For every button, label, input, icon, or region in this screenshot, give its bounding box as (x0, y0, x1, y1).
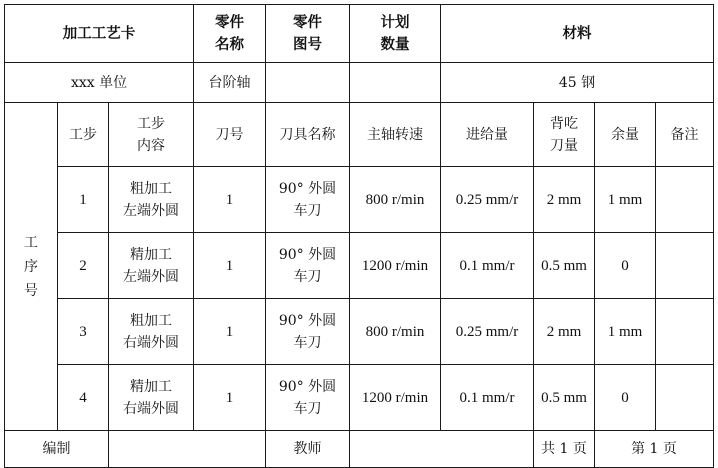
allowance-cell: 1 mm (595, 299, 656, 365)
compiled-value (109, 431, 266, 468)
spindle-speed-cell: 800 r/min (350, 299, 441, 365)
step-content-cell: 粗加工 左端外圆 (109, 167, 194, 233)
remark-cell (656, 167, 714, 233)
feed-cell: 0.1 mm/r (441, 233, 534, 299)
part-name-cell: 台阶轴 (194, 63, 266, 103)
remark-cell (656, 365, 714, 431)
tool-name-header: 刀具名称 (266, 103, 350, 167)
header-row (5, 5, 714, 63)
remark-cell (656, 299, 714, 365)
tool-name-cell: 90° 外圆 车刀 (266, 167, 350, 233)
remark-cell (656, 233, 714, 299)
step-cell: 4 (58, 365, 109, 431)
footer-row (5, 431, 714, 468)
info-row (5, 63, 714, 103)
drawing-no-cell (266, 63, 350, 103)
step-cell: 1 (58, 167, 109, 233)
teacher-label: 教师 (266, 431, 350, 468)
step-cell: 2 (58, 233, 109, 299)
tool-name-cell: 90° 外圆 车刀 (266, 299, 350, 365)
feed-cell: 0.25 mm/r (441, 299, 534, 365)
allowance-cell: 0 (595, 233, 656, 299)
step-content-cell: 精加工 右端外圆 (109, 365, 194, 431)
planned-qty-label: 计划 数量 (350, 5, 441, 63)
step-content-cell: 精加工 左端外圆 (109, 233, 194, 299)
depth-cell: 0.5 mm (534, 233, 595, 299)
tool-name-cell: 90° 外圆 车刀 (266, 233, 350, 299)
allowance-cell: 1 mm (595, 167, 656, 233)
part-name-label: 零件 名称 (194, 5, 266, 63)
teacher-value (350, 431, 534, 468)
step-content-cell: 粗加工 右端外圆 (109, 299, 194, 365)
depth-header: 背吃 刀量 (534, 103, 595, 167)
depth-cell: 2 mm (534, 299, 595, 365)
table-row (5, 299, 714, 365)
process-card-table (4, 4, 714, 468)
compiled-label: 编制 (5, 431, 109, 468)
material-cell: 45 钢 (441, 63, 714, 103)
page-number: 第 1 页 (595, 431, 714, 468)
spindle-speed-cell: 800 r/min (350, 167, 441, 233)
tool-no-cell: 1 (194, 233, 266, 299)
tool-no-header: 刀号 (194, 103, 266, 167)
material-label: 材料 (441, 5, 714, 63)
step-header: 工步 (58, 103, 109, 167)
depth-cell: 2 mm (534, 167, 595, 233)
spindle-speed-cell: 1200 r/min (350, 365, 441, 431)
spindle-speed-cell: 1200 r/min (350, 233, 441, 299)
unit-cell: xxx 单位 (5, 63, 194, 103)
allowance-header: 余量 (595, 103, 656, 167)
tool-no-cell: 1 (194, 167, 266, 233)
drawing-no-label: 零件 图号 (266, 5, 350, 63)
tool-no-cell: 1 (194, 299, 266, 365)
process-no-label: 工 序 号 (5, 103, 58, 431)
card-title: 加工工艺卡 (5, 5, 194, 63)
depth-cell: 0.5 mm (534, 365, 595, 431)
tool-no-cell: 1 (194, 365, 266, 431)
allowance-cell: 0 (595, 365, 656, 431)
table-row (5, 365, 714, 431)
step-cell: 3 (58, 299, 109, 365)
remark-header: 备注 (656, 103, 714, 167)
step-content-header: 工步 内容 (109, 103, 194, 167)
column-header-row (5, 103, 714, 167)
planned-qty-cell (350, 63, 441, 103)
table-row (5, 167, 714, 233)
spindle-speed-header: 主轴转速 (350, 103, 441, 167)
feed-cell: 0.1 mm/r (441, 365, 534, 431)
table-row (5, 233, 714, 299)
feed-header: 进给量 (441, 103, 534, 167)
tool-name-cell: 90° 外圆 车刀 (266, 365, 350, 431)
feed-cell: 0.25 mm/r (441, 167, 534, 233)
total-pages: 共 1 页 (534, 431, 595, 468)
